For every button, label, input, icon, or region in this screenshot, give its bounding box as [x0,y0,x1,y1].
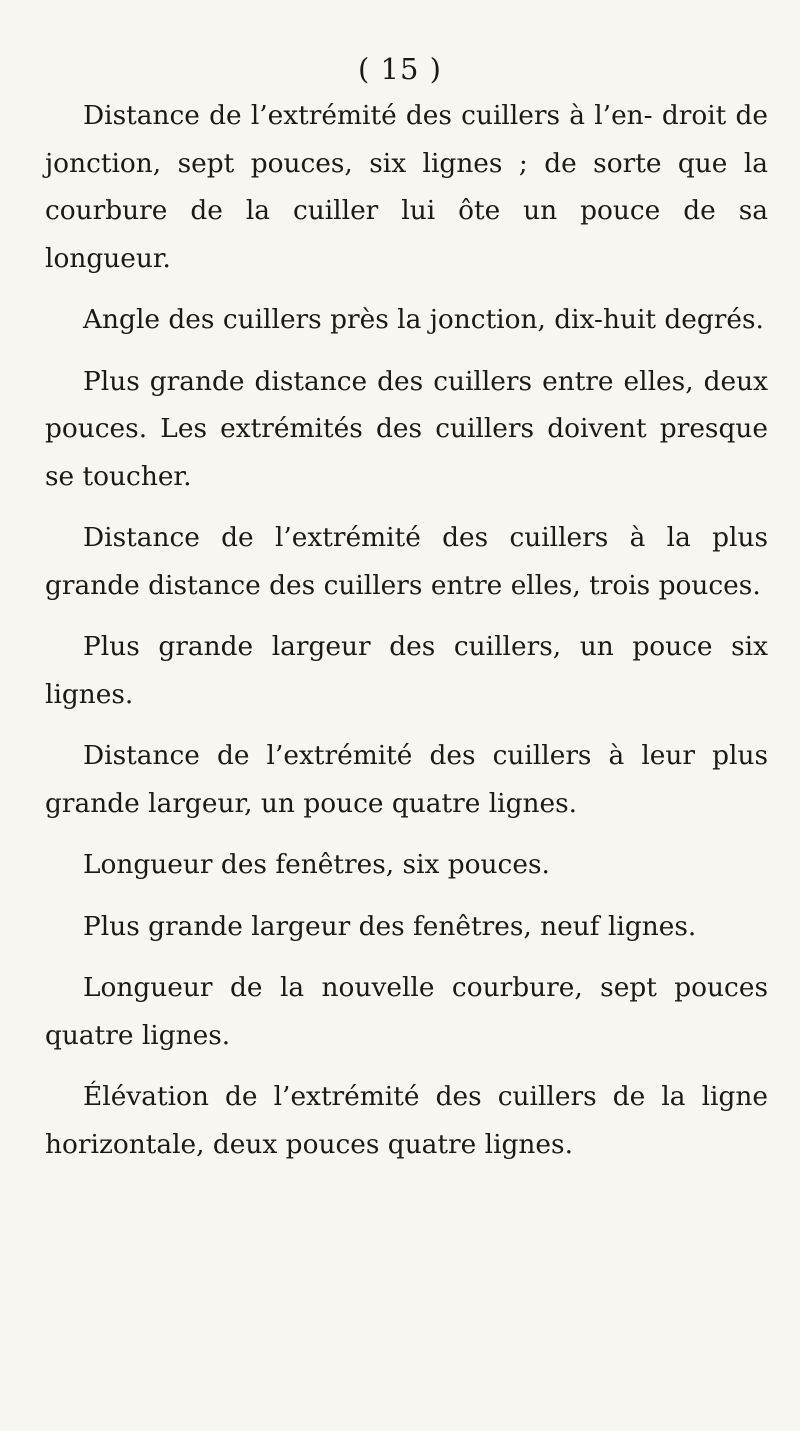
page-number: ( 15 ) [358,52,442,86]
paragraph: Distance de l’extrémité des cuillers à leur plus grande largeur, un pouce quatre lignes. [45,740,768,819]
paragraph: Plus grande largeur des cuillers, un pouce six lignes. [45,631,768,710]
paragraph: Longueur des fenêtres, six pouces. [83,849,550,880]
page-text [45,92,768,1182]
paragraph: Distance de l’extrémité des cuillers à l’en- droit de jonction, sept pouces, six lignes ; de sorte que la courbure de la cuiller lui ôte un pouce de sa longueur. [45,100,768,274]
paragraph: Distance de l’extrémité des cuillers à la plus grande distance des cuillers entre elles, trois pouces. [45,522,768,601]
paragraph: Longueur de la nouvelle courbure, sept pouces quatre lignes. [45,972,768,1051]
paragraph: Élévation de l’extrémité des cuillers de la ligne horizontale, deux pouces quatre lignes. [45,1081,768,1160]
paragraph: Angle des cuillers près la jonction, dix-huit degrés. [83,304,764,335]
paragraph: Plus grande largeur des fenêtres, neuf lignes. [83,910,697,942]
paragraph: Plus grande distance des cuillers entre elles, deux pouces. Les extrémités des cuillers doivent presque se toucher. [45,365,768,492]
